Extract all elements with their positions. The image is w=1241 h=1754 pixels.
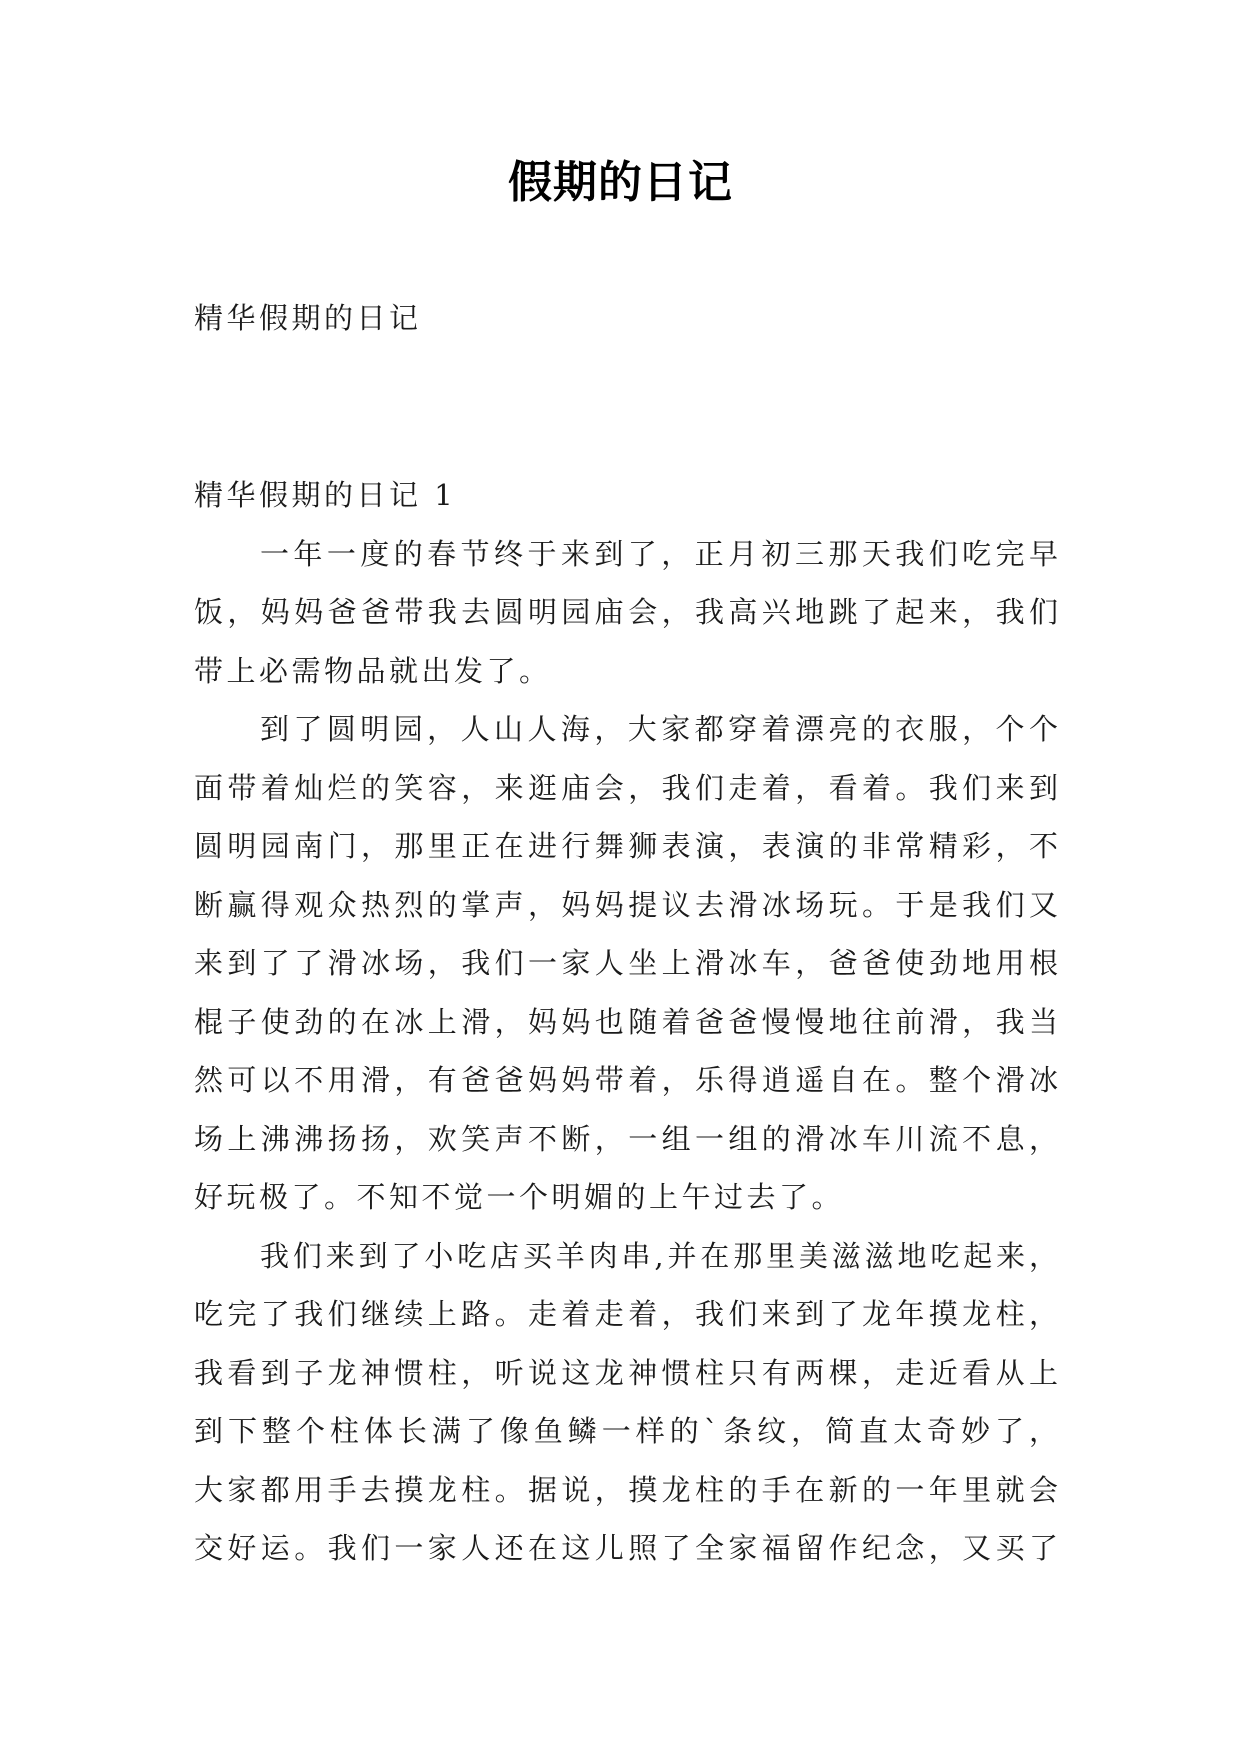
paragraph xyxy=(194,700,1058,1227)
document-title: 假期的日记 xyxy=(508,157,733,208)
paragraph-line: 断赢得观众热烈的掌声，妈妈提议去滑冰场玩。于是我们又 xyxy=(194,887,1058,922)
paragraph-line: 然可以不用滑，有爸爸妈妈带着，乐得逍遥自在。整个滑冰 xyxy=(194,1063,1058,1097)
paragraph-line: 到下整个柱体长满了像鱼鳞一样的`条纹，简直太奇妙了， xyxy=(194,1414,1058,1448)
paragraph xyxy=(194,525,1058,701)
paragraph xyxy=(194,1227,1058,1578)
paragraph-line: 棍子使劲的在冰上滑，妈妈也随着爸爸慢慢地往前滑，我当 xyxy=(194,1004,1058,1039)
paragraph-line: 交好运。我们一家人还在这儿照了全家福留作纪念，又买了 xyxy=(194,1531,1058,1565)
paragraph-line: 场上沸沸扬扬，欢笑声不断，一组一组的滑冰车川流不息， xyxy=(194,1121,1058,1156)
paragraph-line: 圆明园南门，那里正在进行舞狮表演，表演的非常精彩，不 xyxy=(194,829,1058,863)
document-subtitle: 精华假期的日记 xyxy=(194,301,422,335)
paragraph-line: 我们来到了小吃店买羊肉串,并在那里美滋滋地吃起来， xyxy=(260,1238,1058,1273)
paragraph-line: 饭，妈妈爸爸带我去圆明园庙会，我高兴地跳了起来，我们 xyxy=(194,595,1058,629)
section-heading: 精华假期的日记 1 xyxy=(194,478,457,512)
paragraph-line: 大家都用手去摸龙柱。据说，摸龙柱的手在新的一年里就会 xyxy=(194,1472,1058,1507)
paragraph-line: 来到了了滑冰场，我们一家人坐上滑冰车，爸爸使劲地用根 xyxy=(194,946,1058,980)
paragraph-line: 吃完了我们继续上路。走着走着，我们来到了龙年摸龙柱， xyxy=(194,1297,1058,1331)
paragraph-line: 好玩极了。不知不觉一个明媚的上午过去了。 xyxy=(194,1180,845,1214)
paragraph-line: 带上必需物品就出发了。 xyxy=(194,653,552,688)
paragraph-line: 到了圆明园，人山人海，大家都穿着漂亮的衣服，个个 xyxy=(260,712,1058,746)
paragraph-line: 我看到子龙神惯柱，听说这龙神惯柱只有两棵，走近看从上 xyxy=(194,1355,1058,1390)
document-body xyxy=(194,466,1058,1578)
paragraph-line: 一年一度的春节终于来到了，正月初三那天我们吃完早 xyxy=(260,536,1058,571)
paragraph-line: 面带着灿烂的笑容，来逛庙会，我们走着，看着。我们来到 xyxy=(194,770,1058,805)
